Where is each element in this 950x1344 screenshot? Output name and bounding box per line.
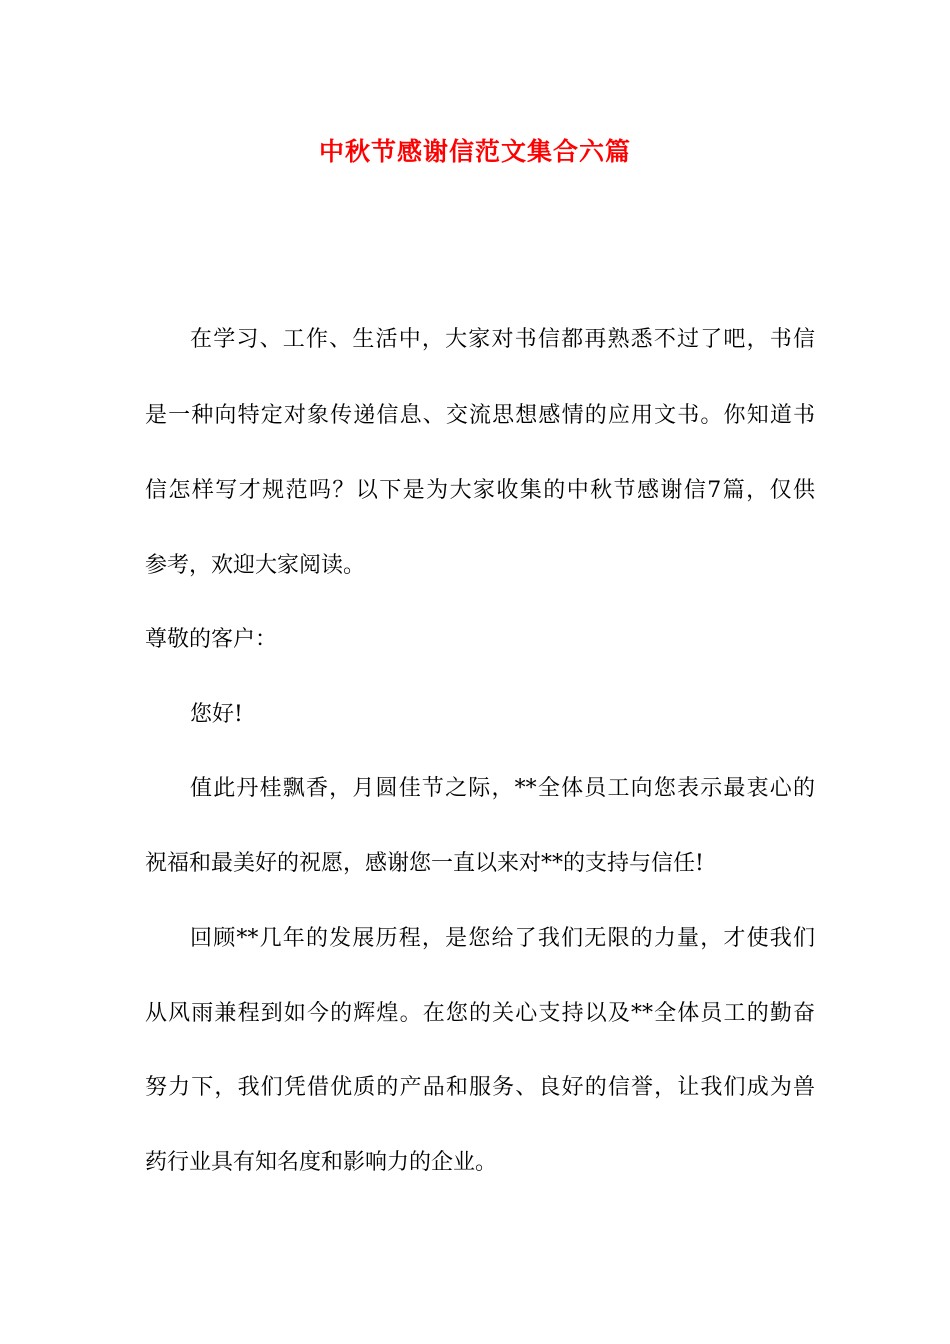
paragraph-line: 信怎样写才规范吗？以下是为大家收集的中秋节感谢信7篇，仅供 — [145, 478, 815, 503]
paragraph-line: 值此丹桂飘香，月圆佳节之际，**全体员工向您表示最衷心的 — [190, 776, 815, 801]
salutation: 尊敬的客户： — [145, 627, 278, 652]
paragraph-line: 在学习、工作、生活中，大家对书信都再熟悉不过了吧，书信 — [190, 327, 815, 352]
greeting: 您好! — [190, 702, 243, 727]
paragraph-line: 回顾**几年的发展历程，是您给了我们无限的力量，才使我们 — [190, 926, 815, 951]
paragraph-line: 从风雨兼程到如今的辉煌。在您的关心支持以及**全体员工的勤奋 — [145, 1001, 815, 1026]
document-title: 中秋节感谢信范文集合六篇 — [318, 137, 631, 166]
paragraph-line: 药行业具有知名度和影响力的企业。 — [145, 1150, 498, 1175]
paragraph-line: 参考，欢迎大家阅读。 — [145, 553, 366, 578]
paragraph-line: 是一种向特定对象传递信息、交流思想感情的应用文书。你知道书 — [145, 403, 815, 428]
paragraph-line: 祝福和最美好的祝愿，感谢您一直以来对**的支持与信任! — [145, 851, 704, 876]
paragraph-line: 努力下，我们凭借优质的产品和服务、良好的信誉，让我们成为兽 — [145, 1075, 815, 1100]
